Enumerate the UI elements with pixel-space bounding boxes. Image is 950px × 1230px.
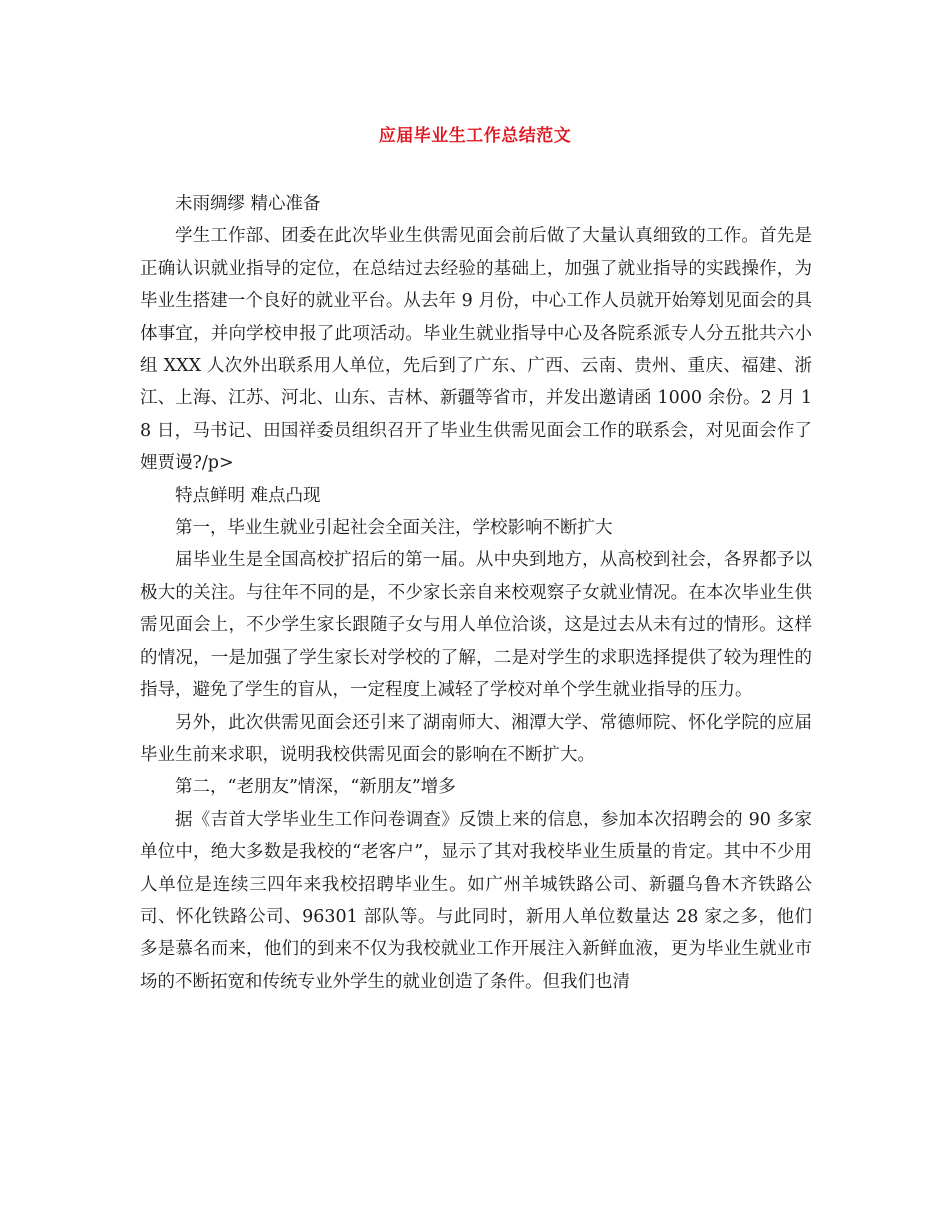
paragraph: 另外，此次供需见面会还引来了湖南师大、湘潭大学、常德师院、怀化学院的应届毕业生前来求职，说明我校供需见面会的影响在不断扩大。	[140, 712, 812, 765]
paragraph: 届毕业生是全国高校扩招后的第一届。从中央到地方，从高校到社会，各界都予以极大的关注。与往年不同的是，不少家长亲自来校观察子女就业情况。在本次毕业生供需见面会上，不少学生家长跟随子女与用人单位洽谈，这是过去从未有过的情形。这样的情况，一是加强了学生家长对学校的了解，二是对学生的求职选择提供了较为理性的指导，避免了学生的盲从，一定程度上减轻了学校对单个学生就业指导的压力。	[140, 550, 812, 701]
section-heading: 特点鲜明 难点凸现	[175, 485, 321, 506]
subheading: 第二，“老朋友”情深，“新朋友”增多	[175, 777, 456, 798]
paragraph: 学生工作部、团委在此次毕业生供需见面会前后做了大量认真细致的工作。首先是正确认识就业指导的定位，在总结过去经验的基础上，加强了就业指导的实践操作，为毕业生搭建一个良好的就业平台。从去年 9 月份，中心工作人员就开始筹划见面会的具体事宜，并向学校申报了此项活动。毕业生就业指导中心及各院系派专人分五批共六小组 XXX 人次外出联系用人单位，先后到了广东、广西、云南、贵州、重庆、福建、浙江、上海、江苏、河北、山东、吉林、新疆等省市，并发出邀请函 1000 余份。2 月 18 日，马书记、田国祥委员组织召开了毕业生供需见面会工作的联系会，对见面会作了娌贾谩?/p>	[140, 226, 812, 474]
section-heading: 未雨绸缪 精心准备	[175, 194, 321, 214]
paragraph: 据《吉首大学毕业生工作问卷调查》反馈上来的信息，参加本次招聘会的 90 多家单位中，绝大多数是我校的“老客户”，显示了其对我校毕业生质量的肯定。其中不少用人单位是连续三四年来我校招聘毕业生。如广州羊城铁路公司、新疆乌鲁木齐铁路公司、怀化铁路公司、96301 部队等。与此同时，新用人单位数量达 28 家之多，他们多是慕名而来，他们的到来不仅为我校就业工作开展注入新鲜血液，更为毕业生就业市场的不断拓宽和传统专业外学生的就业创造了条件。但我们也清	[140, 809, 812, 992]
document-title: 应届毕业生工作总结范文	[378, 126, 572, 146]
subheading: 第一，毕业生就业引起社会全面关注，学校影响不断扩大	[175, 518, 613, 539]
document-body	[140, 188, 812, 998]
